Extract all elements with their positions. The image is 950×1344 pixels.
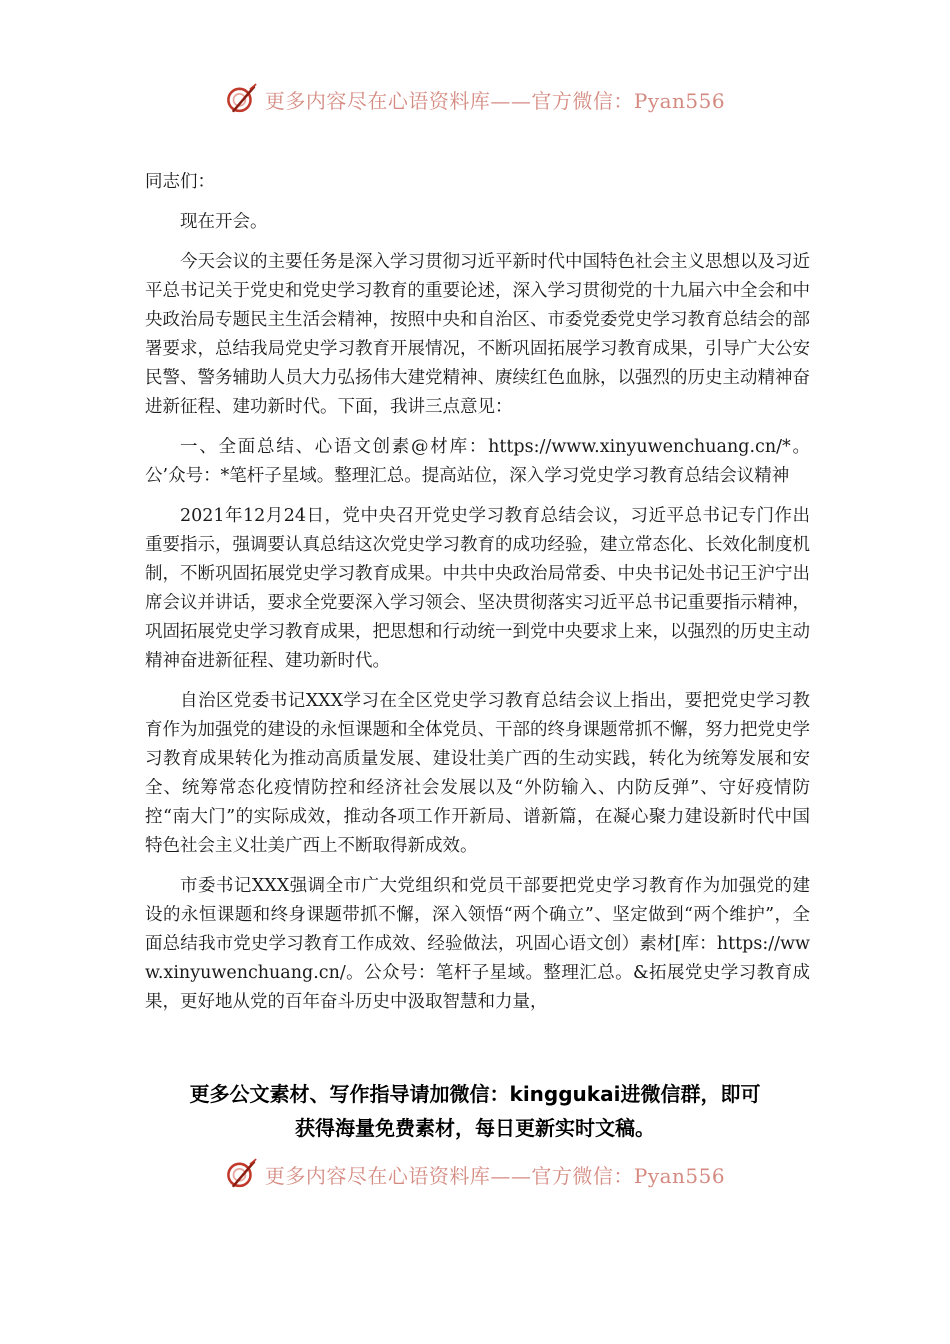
header-watermark-text: 更多内容尽在心语资料库——官方微信：Pyan556 (264, 88, 726, 113)
paragraph: 市委书记XXX强调全市广大党组织和党员干部要把党史学习教育作为加强党的建设的永恒课题和终身课题带抓不懈，深入领悟“两个确立”、坚定做到“两个维护”，全面总结我市党史学习教育工作成效、经验做法，巩固心语文创）素材[库：https://www.xinyuwenchuang.cn/。公众号：笔杆子星域。整理汇总。&拓展党史学习教育成果，更好地从党的百年奋斗历史中汲取智慧和力量， (145, 876, 810, 1012)
promo-line-2: 获得海量免费素材，每日更新实时文稿。 (295, 1116, 655, 1140)
greeting: 同志们： (145, 172, 215, 192)
paragraph: 自治区党委书记XXX学习在全区党史学习教育总结会议上指出，要把党史学习教育作为加强党的建设的永恒课题和全体党员、干部的终身课题常抓不懈，努力把党史学习教育成果转化为推动高质量发展、建设壮美广西的生动实践，转化为统筹发展和安全、统筹常态化疫情防控和经济社会发展以及“外防输入、内防反弹”、守好疫情防控“南大门”的实际成效，推动各项工作开新局、谱新篇，在凝心聚力建设新时代中国特色社会主义壮美广西上不断取得新成效。 (145, 691, 810, 856)
promo-banner (0, 1077, 950, 1145)
paragraph: 现在开会。 (180, 212, 268, 232)
section-heading: 一、全面总结、心语文创素@材库：https://www.xinyuwenchuang.cn/*。公’众号：*笔杆子星域。整理汇总。提高站位，深入学习党史学习教育总结会议精神 (145, 437, 810, 486)
document-body (145, 168, 810, 1028)
paragraph: 今天会议的主要任务是深入学习贯彻习近平新时代中国特色社会主义思想以及习近平总书记关于党史和党史学习教育的重要论述，深入学习贯彻党的十九届六中全会和中央政治局专题民主生活会精神，按照中央和自治区、市委党委党史学习教育总结会的部署要求，总结我局党史学习教育开展情况，不断巩固拓展学习教育成果，引导广大公安民警、警务辅助人员大力弘扬伟大建党精神、赓续红色血脉，以强烈的历史主动精神奋进新征程、建功新时代。下面，我讲三点意见： (145, 252, 810, 417)
footer-watermark-text: 更多内容尽在心语资料库——官方微信：Pyan556 (264, 1163, 726, 1188)
pen-swirl-logo-icon (225, 1157, 259, 1191)
header-watermark (0, 82, 950, 116)
promo-line-1: 更多公文素材、写作指导请加微信：kinggukai进微信群，即可 (189, 1082, 761, 1106)
paragraph: 2021年12月24日，党中央召开党史学习教育总结会议，习近平总书记专门作出重要指示，强调要认真总结这次党史学习教育的成功经验，建立常态化、长效化制度机制，不断巩固拓展党史学习教育成果。中共中央政治局常委、中央书记处书记王沪宁出席会议并讲话，要求全党要深入学习领会、坚决贯彻落实习近平总书记重要指示精神，巩固拓展党史学习教育成果，把思想和行动统一到党中央要求上来，以强烈的历史主动精神奋进新征程、建功新时代。 (145, 506, 810, 671)
pen-swirl-logo-icon (225, 82, 259, 116)
footer-watermark (0, 1157, 950, 1191)
